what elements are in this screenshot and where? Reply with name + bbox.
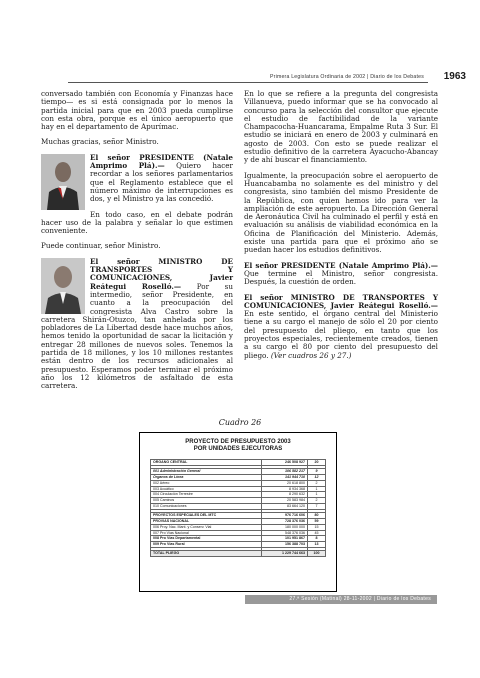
row-percent: 7 — [308, 503, 326, 509]
row-label: 005 Caminos — [151, 498, 262, 504]
row-amount: 8 934 368 — [262, 486, 308, 492]
row-percent: 80 — [308, 513, 326, 519]
row-amount: 8 290 632 — [262, 492, 308, 498]
speaker-photo-minister — [41, 258, 85, 314]
row-percent: 8 — [308, 536, 326, 542]
speaker-name: El señor MINISTRO DE TRANSPORTES Y COMUNICACIONES, Javier Reátegui Roselló.— — [244, 292, 438, 310]
row-percent: 2 — [308, 480, 326, 486]
speech-text: En este sentido, el órgano central del Ministerio tiene a su cargo el manejo de sólo el 20 por ciento del presupuesto del pliego, en tanto que los proyectos especiales, recientemente creados, tienen a su cargo el 80 por ciento del presupuesto del pliego. — [244, 309, 438, 360]
running-title: Primera Legislatura Ordinaria de 2002 | Diario de los Debates — [270, 74, 424, 80]
speaker-name: El señor PRESIDENTE (Natale Amprimo Plá).— — [244, 260, 438, 270]
speech-text: Quiero hacer recordar a los señores parlamentarios que el Reglamento establece que el número máximo de interrupciones es dos, y el Ministro ya las concedió. — [90, 161, 233, 204]
row-label: Órganos de Línea — [151, 474, 262, 480]
row-amount: 1 229 744 663 — [262, 551, 308, 557]
row-label: PROYECTOS ESPECIALES DEL MTC — [151, 513, 262, 519]
row-label: 009 Pro Vías Rural — [151, 542, 262, 548]
row-label: PROVIAS NACIONAL — [151, 518, 262, 524]
row-amount: 141 944 710 — [262, 474, 308, 480]
row-percent: 13 — [308, 542, 326, 548]
left-column — [41, 90, 233, 398]
header-rule — [68, 82, 428, 83]
row-percent: 12 — [308, 474, 326, 480]
row-amount: 156 388 703 — [262, 542, 308, 548]
row-amount: 20 618 800 — [262, 480, 308, 486]
row-percent: 9 — [308, 469, 326, 475]
row-label: 007 Pro Vías Nacional — [151, 530, 262, 536]
row-label: 002 Aéreo — [151, 480, 262, 486]
row-percent: 59 — [308, 518, 326, 524]
row-label: 006 Proy. Nac. Mant. y Conserv. Vial — [151, 524, 262, 530]
row-label: 010 Comunicaciones — [151, 503, 262, 509]
row-amount: 180 000 000 — [262, 524, 308, 530]
row-percent: 2 — [308, 498, 326, 504]
budget-table — [150, 459, 326, 557]
speaker-photo-president — [41, 154, 85, 210]
row-percent: 1 — [308, 486, 326, 492]
row-amount: 101 951 867 — [262, 536, 308, 542]
paragraph: Igualmente, la preocupación sobre el aeropuerto de Huancabamba no solamente es del ministro y del congresista, sino también del mismo Presidente de la República, con quien hemos ido para ver la ampliación de este aeropuerto. La Dirección General de Aeronáutica Civil ha culminado el perfil y está en evaluación su análisis de viabilidad económica en la Oficina de Planificación del Ministerio. Además, existe una partida para que el próximo año se puedan hacer los estudios definitivos. — [244, 170, 438, 255]
paragraph: En lo que se refiere a la pregunta del congresista Villanueva, puedo informar que se ha convocado al concurso para la selección del consultor que ejecute el estudio de factibilidad de la variante Champacocha-Huancarama, Empalme Ruta 3 Sur. El estudio se iniciará en enero de 2003 y culminará en agosto de 2003. Con esto se puede realizar el estudio definitivo de la carretera Ayacucho-Abancay y de ahí buscar el financiamiento. — [244, 89, 438, 165]
row-amount: 106 582 217 — [262, 469, 308, 475]
paragraph: Muchas gracias, señor Ministro. — [41, 137, 159, 147]
row-label: 003 Acuático — [151, 486, 262, 492]
row-percent: 1 — [308, 492, 326, 498]
speech-text: Que termine el Ministro, señor congresista. Después, la cuestión de orden. — [244, 268, 438, 287]
row-amount: 548 376 036 — [262, 530, 308, 536]
budget-table-figure — [139, 432, 337, 592]
speaker-name: El señor PRESIDENTE (Natale Amprimo Plá).— — [90, 152, 233, 171]
row-percent: 20 — [308, 460, 326, 466]
right-column — [244, 90, 438, 367]
figure-caption: Cuadro 26 — [218, 418, 262, 427]
page-number: 1963 — [443, 71, 466, 82]
row-label: 004 Circulación Terrestre — [151, 492, 262, 498]
speaker-block-minister — [41, 258, 233, 391]
portrait-icon — [41, 258, 85, 314]
speaker-name: El señor MINISTRO DE TRANSPORTES Y COMUNICACIONES, Javier Reátegui Roselló.— — [90, 256, 233, 291]
paragraph: conversado también con Economía y Finanzas hace tiempo— es si está consignada por lo menos la partida inicial para que en 2003 pueda cumplirse con esta obra, porque es el único aeropuerto que hay en el departamento de Apurímac. — [41, 89, 233, 132]
row-percent: 15 — [308, 524, 326, 530]
row-amount: 728 376 036 — [262, 518, 308, 524]
portrait-icon — [41, 154, 85, 210]
row-label: ORGANO CENTRAL — [151, 460, 262, 466]
row-label: 001 Administración General — [151, 469, 262, 475]
page-footer — [245, 595, 437, 604]
page-header — [0, 72, 480, 86]
paragraph: Puede continuar, señor Ministro. — [41, 241, 161, 251]
row-amount: 83 664 120 — [262, 503, 308, 509]
paragraph: En todo caso, en el debate podrán hacer uso de la palabra y señalar lo que estimen conveniente. — [41, 209, 233, 236]
table-row — [151, 551, 326, 557]
footer-text: 27.ª Sesión (Matinal) 28-11-2002 | Diario de los Debates — [289, 596, 431, 602]
speaker-block-president — [41, 154, 233, 204]
row-amount: 976 716 606 — [262, 513, 308, 519]
table-title: PROYECTO DE PRESUPUESTO 2003 POR UNIDADES EJECUTORAS — [185, 439, 291, 452]
row-amount: 246 508 927 — [262, 460, 308, 466]
row-label: 008 Pro Vías Departamental — [151, 536, 262, 542]
row-percent: 45 — [308, 530, 326, 536]
row-amount: 20 583 984 — [262, 498, 308, 504]
row-percent: 100 — [308, 551, 326, 557]
table-reference: (Ver cuadros 26 y 27.) — [270, 350, 352, 360]
speech-text: Por su intermedio, señor Presidente, en cuanto a la preocupación del congresista Alva Castro sobre la carretera Shirán-Otuzco, tan anhelada por los pobladores de La Libertad desde hace muchos años, hemos tenido la oportunidad de sacar la licitación y entregar 28 millones de nuevos soles. Tenemos la partida de 18 millones, y los 10 millones restantes están dentro de los recursos adicionales al presupuesto. Esperamos poder terminar el próximo año los 12 kilómetros de asfaltado de esta carretera. — [41, 281, 233, 391]
row-label: TOTAL PLIEGO — [151, 551, 262, 557]
